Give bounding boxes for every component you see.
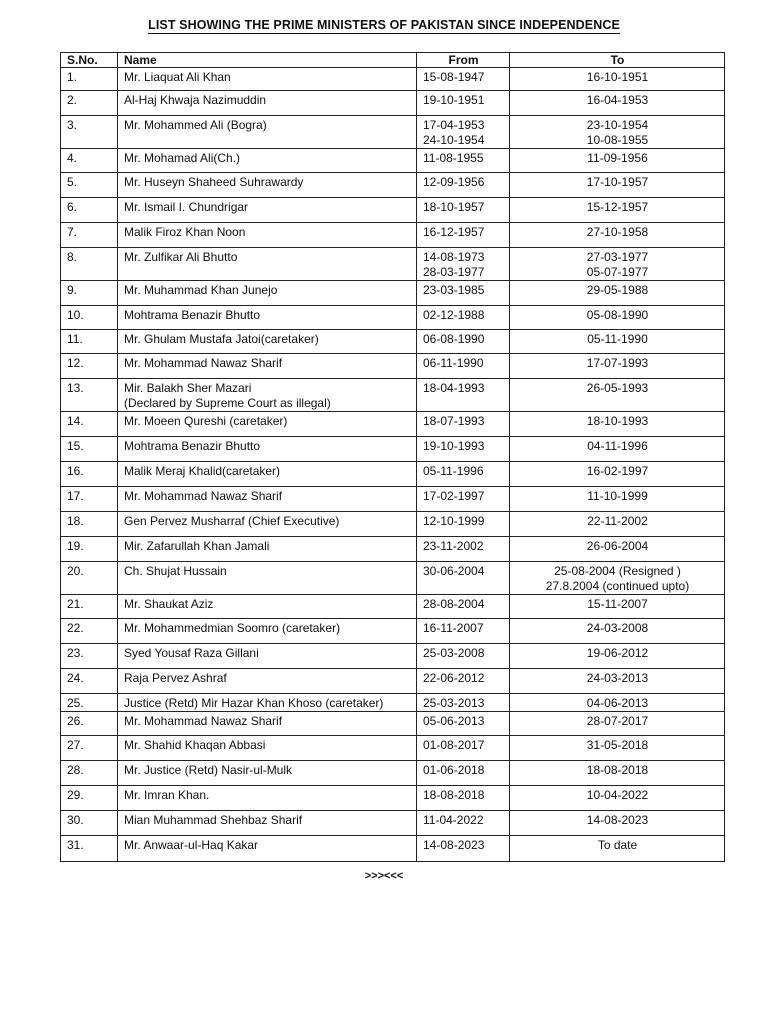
cell-to <box>510 248 725 281</box>
cell-from-line: 28-03-1977 <box>423 265 485 279</box>
cell-to-line: 05-08-1990 <box>586 308 649 322</box>
cell-to-line: 23-10-1954 <box>586 118 649 132</box>
cell-name <box>118 281 417 306</box>
cell-from-line: 30-06-2004 <box>423 564 485 578</box>
cell-to-line: 31-05-2018 <box>586 738 649 752</box>
cell-to-line: 17-07-1993 <box>586 356 649 370</box>
cell-from-line: 18-10-1957 <box>423 200 485 214</box>
cell-name <box>118 562 417 595</box>
cell-from-line: 25-03-2013 <box>423 696 485 710</box>
cell-to <box>510 330 725 354</box>
cell-to <box>510 379 725 412</box>
cell-to-line: 10-04-2022 <box>586 788 649 802</box>
document-title-text: LIST SHOWING THE PRIME MINISTERS OF PAKISTAN SINCE INDEPENDENCE <box>148 18 620 32</box>
cell-name <box>118 487 417 512</box>
cell-name-line: Mr. Anwaar-ul-Haq Kakar <box>124 838 259 852</box>
cell-to-line: 29-05-1988 <box>586 283 649 297</box>
cell-to <box>510 198 725 223</box>
cell-to <box>510 761 725 786</box>
cell-to-line: 14-08-2023 <box>586 813 649 827</box>
cell-to <box>510 836 725 862</box>
table-row <box>61 712 725 736</box>
cell-to-line: 05-07-1977 <box>586 265 649 279</box>
cell-to-line: 27-03-1977 <box>586 250 649 264</box>
cell-name-line: Mr. Mohammad Nawaz Sharif <box>124 489 283 503</box>
document-title <box>0 18 768 32</box>
cell-from-line: 01-08-2017 <box>423 738 485 752</box>
cell-to <box>510 562 725 595</box>
cell-name-line: Mir. Zafarullah Khan Jamali <box>124 539 270 553</box>
cell-to <box>510 786 725 811</box>
cell-sno: 6. <box>61 198 118 223</box>
cell-to-line: 11-09-1956 <box>587 151 648 165</box>
cell-sno: 29. <box>61 786 118 811</box>
cell-sno: 25. <box>61 694 118 712</box>
cell-from <box>417 562 510 595</box>
cell-to-line: 22-11-2002 <box>587 514 648 528</box>
cell-to <box>510 223 725 248</box>
cell-name-line: Mr. Imran Khan. <box>124 788 210 802</box>
cell-from <box>417 644 510 669</box>
cell-from-line: 18-07-1993 <box>423 414 485 428</box>
cell-name <box>118 68 417 91</box>
cell-name <box>118 537 417 562</box>
cell-to-line: 26-05-1993 <box>586 381 649 395</box>
cell-sno: 3. <box>61 116 118 149</box>
cell-sno: 27. <box>61 736 118 761</box>
table-row <box>61 306 725 330</box>
cell-from <box>417 462 510 487</box>
table-row <box>61 412 725 437</box>
cell-sno: 11. <box>61 330 118 354</box>
cell-to <box>510 173 725 198</box>
cell-to-line: 16-10-1951 <box>586 70 649 84</box>
cell-name-line: Mr. Shahid Khaqan Abbasi <box>124 738 266 752</box>
cell-from <box>417 281 510 306</box>
table-row <box>61 330 725 354</box>
cell-name-line: Mr. Mohammed Ali (Bogra) <box>124 118 267 132</box>
cell-from <box>417 669 510 694</box>
cell-to <box>510 68 725 91</box>
cell-from <box>417 306 510 330</box>
cell-sno: 18. <box>61 512 118 537</box>
cell-name-line: Mr. Mohamad Ali(Ch.) <box>124 151 241 165</box>
cell-sno: 28. <box>61 761 118 786</box>
cell-name <box>118 712 417 736</box>
cell-to <box>510 619 725 644</box>
cell-to-line: 24-03-2008 <box>586 621 649 635</box>
cell-from <box>417 619 510 644</box>
cell-from-line: 14-08-2023 <box>423 838 485 852</box>
cell-to <box>510 354 725 379</box>
cell-from <box>417 223 510 248</box>
cell-from <box>417 330 510 354</box>
cell-from-line: 24-10-1954 <box>423 133 485 147</box>
table-row <box>61 811 725 836</box>
table-row <box>61 512 725 537</box>
table-row <box>61 248 725 281</box>
cell-from <box>417 512 510 537</box>
cell-to <box>510 116 725 149</box>
cell-from-line: 05-11-1996 <box>423 464 484 478</box>
cell-sno: 30. <box>61 811 118 836</box>
cell-from <box>417 149 510 173</box>
cell-name-line: Mr. Muhammad Khan Junejo <box>124 283 278 297</box>
cell-from-line: 17-02-1997 <box>423 489 485 503</box>
cell-to <box>510 437 725 462</box>
cell-to-line: 05-11-1990 <box>587 332 648 346</box>
cell-name <box>118 116 417 149</box>
cell-from-line: 06-11-1990 <box>423 356 484 370</box>
cell-to <box>510 669 725 694</box>
cell-name-line: Mr. Huseyn Shaheed Suhrawardy <box>124 175 304 189</box>
cell-name-line: Mohtrama Benazir Bhutto <box>124 308 261 322</box>
cell-name <box>118 149 417 173</box>
table-row <box>61 379 725 412</box>
cell-from-line: 06-08-1990 <box>423 332 485 346</box>
cell-name <box>118 412 417 437</box>
cell-name <box>118 91 417 116</box>
cell-from-line: 11-04-2022 <box>423 813 484 827</box>
cell-to <box>510 412 725 437</box>
cell-name <box>118 462 417 487</box>
cell-from-line: 22-06-2012 <box>423 671 485 685</box>
cell-name <box>118 437 417 462</box>
cell-from <box>417 116 510 149</box>
cell-sno: 17. <box>61 487 118 512</box>
table-row <box>61 198 725 223</box>
cell-from <box>417 173 510 198</box>
cell-from <box>417 379 510 412</box>
cell-from-line: 12-10-1999 <box>423 514 485 528</box>
cell-to-line: 15-11-2007 <box>587 597 648 611</box>
cell-name-line: Mr. Shaukat Aziz <box>124 597 214 611</box>
cell-to-line: 24-03-2013 <box>586 671 649 685</box>
cell-from-line: 23-11-2002 <box>423 539 484 553</box>
cell-to-line: 27.8.2004 (continued upto) <box>545 579 690 593</box>
cell-to <box>510 537 725 562</box>
cell-to <box>510 644 725 669</box>
table-row <box>61 786 725 811</box>
table-row <box>61 281 725 306</box>
cell-sno: 13. <box>61 379 118 412</box>
cell-from <box>417 712 510 736</box>
cell-from <box>417 91 510 116</box>
table-row <box>61 836 725 862</box>
cell-from <box>417 68 510 91</box>
cell-sno: 22. <box>61 619 118 644</box>
table-row <box>61 537 725 562</box>
table-row <box>61 669 725 694</box>
cell-sno: 5. <box>61 173 118 198</box>
cell-to-line: 19-06-2012 <box>586 646 649 660</box>
cell-sno: 31. <box>61 836 118 862</box>
cell-from-line: 12-09-1956 <box>423 175 485 189</box>
cell-sno: 12. <box>61 354 118 379</box>
cell-to <box>510 149 725 173</box>
table-row <box>61 437 725 462</box>
cell-from-line: 17-04-1953 <box>423 118 485 132</box>
cell-sno: 24. <box>61 669 118 694</box>
cell-name <box>118 786 417 811</box>
cell-name-line: Mr. Ismail I. Chundrigar <box>124 200 249 214</box>
cell-from <box>417 736 510 761</box>
cell-to-line: 25-08-2004 (Resigned ) <box>554 564 681 578</box>
cell-to <box>510 595 725 619</box>
cell-name <box>118 669 417 694</box>
cell-to-line: 18-10-1993 <box>586 414 649 428</box>
table-row <box>61 644 725 669</box>
table-row <box>61 223 725 248</box>
cell-name-line: Mr. Mohammedmian Soomro (caretaker) <box>124 621 341 635</box>
cell-name-line: Mr. Justice (Retd) Nasir-ul-Mulk <box>124 763 293 777</box>
cell-to-line: 26-06-2004 <box>586 539 649 553</box>
cell-to <box>510 91 725 116</box>
cell-name <box>118 173 417 198</box>
cell-from <box>417 248 510 281</box>
cell-name <box>118 619 417 644</box>
cell-to <box>510 281 725 306</box>
cell-from <box>417 694 510 712</box>
cell-from <box>417 354 510 379</box>
table-row <box>61 91 725 116</box>
cell-sno: 2. <box>61 91 118 116</box>
cell-to-line: 27-10-1958 <box>586 225 649 239</box>
cell-from-line: 14-08-1973 <box>423 250 485 264</box>
column-header-to: To <box>510 53 725 68</box>
table-row <box>61 462 725 487</box>
cell-from-line: 19-10-1951 <box>423 93 485 107</box>
table-row <box>61 761 725 786</box>
cell-name-line: Malik Firoz Khan Noon <box>124 225 246 239</box>
cell-from <box>417 595 510 619</box>
cell-name <box>118 811 417 836</box>
prime-ministers-table <box>60 52 725 862</box>
cell-from-line: 18-08-2018 <box>423 788 485 802</box>
cell-name-line: Mir. Balakh Sher Mazari <box>124 381 252 395</box>
cell-to-line: 17-10-1957 <box>586 175 649 189</box>
cell-to <box>510 306 725 330</box>
table-header-row <box>61 53 725 68</box>
cell-name-line: Mohtrama Benazir Bhutto <box>124 439 261 453</box>
cell-sno: 15. <box>61 437 118 462</box>
cell-to-line: 10-08-1955 <box>586 133 649 147</box>
cell-to <box>510 512 725 537</box>
cell-sno: 16. <box>61 462 118 487</box>
table-row <box>61 149 725 173</box>
cell-from-line: 05-06-2013 <box>423 714 485 728</box>
cell-name-line: Justice (Retd) Mir Hazar Khan Khoso (caretaker) <box>124 696 384 710</box>
table-body <box>61 68 725 862</box>
cell-from-line: 11-08-1955 <box>423 151 484 165</box>
cell-name <box>118 761 417 786</box>
cell-from-line: 23-03-1985 <box>423 283 485 297</box>
cell-from-line: 19-10-1993 <box>423 439 485 453</box>
cell-sno: 20. <box>61 562 118 595</box>
cell-name-line: Mr. Mohammad Nawaz Sharif <box>124 356 283 370</box>
cell-name <box>118 330 417 354</box>
cell-to <box>510 811 725 836</box>
cell-name-line: Malik Meraj Khalid(caretaker) <box>124 464 281 478</box>
cell-name-line: Ch. Shujat Hussain <box>124 564 227 578</box>
cell-from-line: 25-03-2008 <box>423 646 485 660</box>
cell-from-line: 28-08-2004 <box>423 597 485 611</box>
cell-sno: 23. <box>61 644 118 669</box>
cell-name-line: Mr. Ghulam Mustafa Jatoi(caretaker) <box>124 332 319 346</box>
cell-name <box>118 512 417 537</box>
table-row <box>61 562 725 595</box>
cell-from-line: 15-08-1947 <box>423 70 485 84</box>
table-row <box>61 736 725 761</box>
cell-name <box>118 354 417 379</box>
table-row <box>61 354 725 379</box>
table-row <box>61 116 725 149</box>
cell-name-line: Syed Yousaf Raza Gillani <box>124 646 259 660</box>
cell-to <box>510 462 725 487</box>
table-row <box>61 68 725 91</box>
cell-from <box>417 811 510 836</box>
cell-name-line: Gen Pervez Musharraf (Chief Executive) <box>124 514 340 528</box>
cell-from <box>417 198 510 223</box>
cell-sno: 19. <box>61 537 118 562</box>
cell-from-line: 02-12-1988 <box>423 308 485 322</box>
cell-name-line: Mr. Moeen Qureshi (caretaker) <box>124 414 288 428</box>
cell-from <box>417 786 510 811</box>
cell-from-line: 16-11-2007 <box>423 621 484 635</box>
cell-from-line: 18-04-1993 <box>423 381 485 395</box>
cell-name <box>118 223 417 248</box>
table-row <box>61 595 725 619</box>
cell-from <box>417 537 510 562</box>
cell-from-line: 01-06-2018 <box>423 763 485 777</box>
cell-sno: 26. <box>61 712 118 736</box>
cell-from <box>417 437 510 462</box>
cell-to-line: 16-02-1997 <box>586 464 649 478</box>
cell-name <box>118 379 417 412</box>
cell-to-line: 04-11-1996 <box>587 439 648 453</box>
table-row <box>61 487 725 512</box>
cell-name-line: Mr. Zulfikar Ali Bhutto <box>124 250 238 264</box>
cell-name <box>118 306 417 330</box>
table-row <box>61 694 725 712</box>
cell-name-line: Mr. Liaquat Ali Khan <box>124 70 231 84</box>
cell-name <box>118 595 417 619</box>
cell-from <box>417 487 510 512</box>
cell-to <box>510 487 725 512</box>
cell-name <box>118 248 417 281</box>
cell-name-line: Mian Muhammad Shehbaz Sharif <box>124 813 303 827</box>
cell-sno: 9. <box>61 281 118 306</box>
cell-to-line: 28-07-2017 <box>586 714 649 728</box>
cell-to-line: 11-10-1999 <box>587 489 648 503</box>
cell-name-line: Raja Pervez Ashraf <box>124 671 227 685</box>
cell-to-line: 04-06-2013 <box>586 696 649 710</box>
cell-to-line: 15-12-1957 <box>586 200 649 214</box>
column-header-from: From <box>417 53 510 68</box>
cell-from <box>417 836 510 862</box>
column-header-name: Name <box>118 53 417 68</box>
cell-sno: 21. <box>61 595 118 619</box>
cell-sno: 14. <box>61 412 118 437</box>
cell-from-line: 16-12-1957 <box>423 225 485 239</box>
cell-sno: 1. <box>61 68 118 91</box>
cell-to <box>510 712 725 736</box>
cell-name <box>118 836 417 862</box>
cell-name <box>118 694 417 712</box>
table-row <box>61 619 725 644</box>
cell-from <box>417 761 510 786</box>
cell-to-line: 16-04-1953 <box>586 93 649 107</box>
cell-name <box>118 198 417 223</box>
table-row <box>61 173 725 198</box>
cell-sno: 10. <box>61 306 118 330</box>
cell-name-line: Mr. Mohammad Nawaz Sharif <box>124 714 283 728</box>
cell-sno: 8. <box>61 248 118 281</box>
cell-sno: 7. <box>61 223 118 248</box>
cell-name <box>118 736 417 761</box>
cell-to-line: 18-08-2018 <box>586 763 649 777</box>
cell-name <box>118 644 417 669</box>
column-header-sno: S.No. <box>61 53 118 68</box>
cell-to-line: To date <box>597 838 638 852</box>
end-mark: >>><<< <box>364 870 404 882</box>
cell-to <box>510 736 725 761</box>
cell-sno: 4. <box>61 149 118 173</box>
cell-name-line: Al-Haj Khwaja Nazimuddin <box>124 93 267 107</box>
cell-name-line: (Declared by Supreme Court as illegal) <box>124 396 331 410</box>
cell-to <box>510 694 725 712</box>
cell-from <box>417 412 510 437</box>
